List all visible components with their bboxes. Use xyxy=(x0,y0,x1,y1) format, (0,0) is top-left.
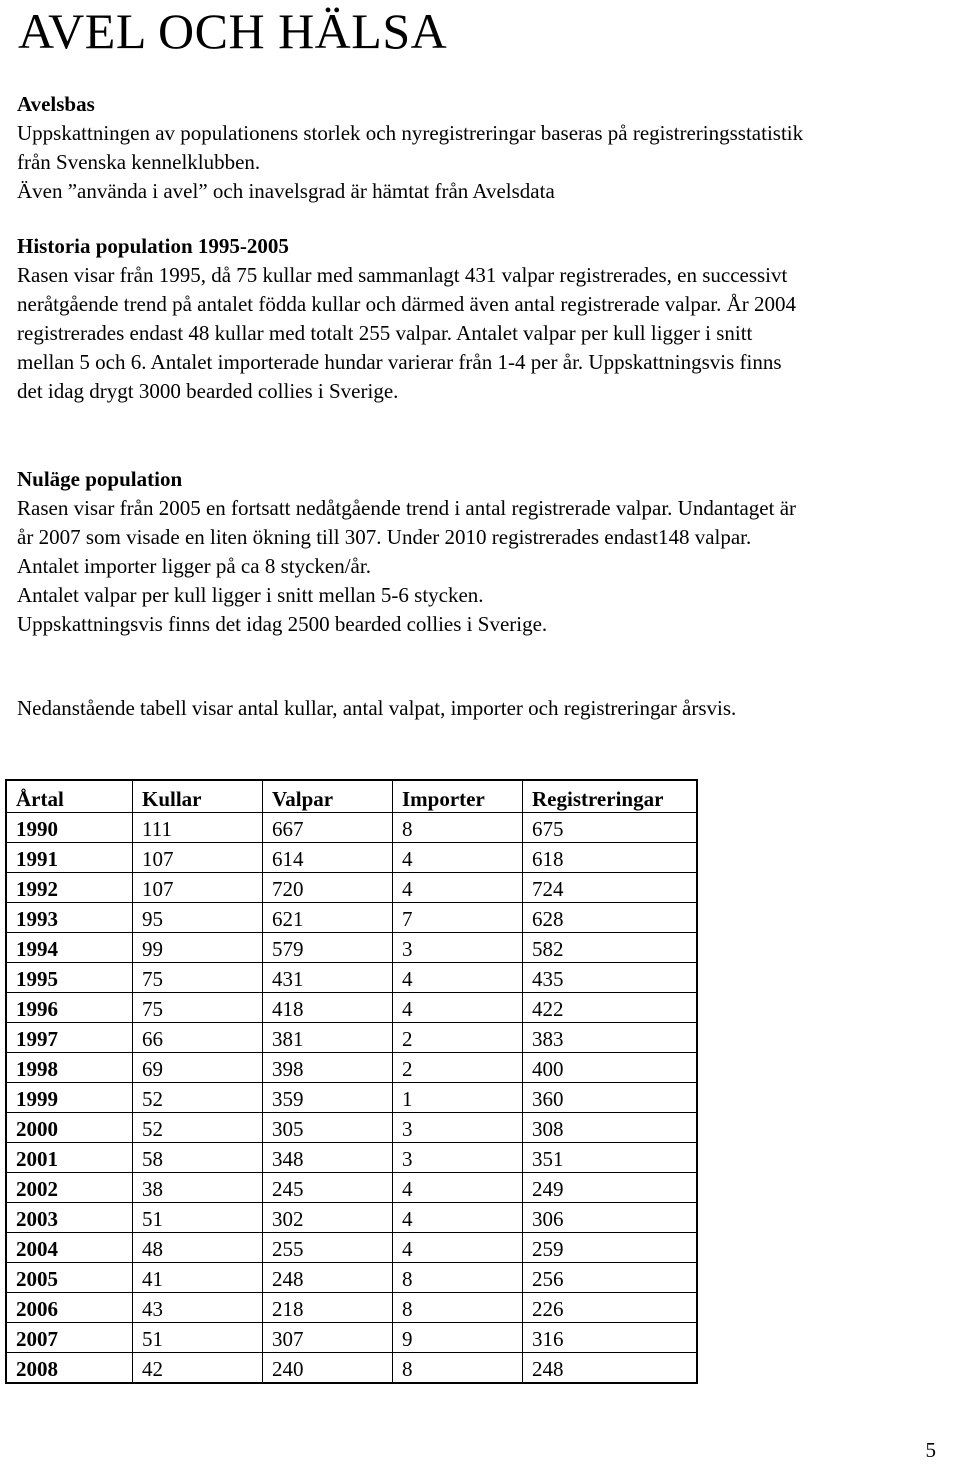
importer-cell: 4 xyxy=(393,993,523,1023)
table-row xyxy=(6,1293,697,1323)
valpar-cell: 579 xyxy=(263,933,393,963)
registreringar-cell: 351 xyxy=(523,1143,698,1173)
valpar-cell: 381 xyxy=(263,1023,393,1053)
nulage-section xyxy=(17,465,957,639)
valpar-cell: 398 xyxy=(263,1053,393,1083)
importer-cell: 4 xyxy=(393,1233,523,1263)
registreringar-cell: 306 xyxy=(523,1203,698,1233)
year-cell: 2006 xyxy=(6,1293,133,1323)
table-row xyxy=(6,903,697,933)
column-header-valpar: Valpar xyxy=(263,780,393,813)
kullar-cell: 43 xyxy=(133,1293,263,1323)
registreringar-cell: 360 xyxy=(523,1083,698,1113)
registreringar-cell: 628 xyxy=(523,903,698,933)
year-cell: 1992 xyxy=(6,873,133,903)
importer-cell: 3 xyxy=(393,933,523,963)
kullar-cell: 42 xyxy=(133,1353,263,1384)
importer-cell: 8 xyxy=(393,813,523,843)
year-cell: 2005 xyxy=(6,1263,133,1293)
nulage-line-5: Uppskattningsvis finns det idag 2500 bearded collies i Sverige. xyxy=(17,612,548,636)
kullar-cell: 99 xyxy=(133,933,263,963)
registreringar-cell: 435 xyxy=(523,963,698,993)
importer-cell: 4 xyxy=(393,963,523,993)
year-cell: 1995 xyxy=(6,963,133,993)
kullar-cell: 75 xyxy=(133,963,263,993)
column-header-importer: Importer xyxy=(393,780,523,813)
nulage-line-2: år 2007 som visade en liten ökning till 307. Under 2010 registrerades endast148 valpar. xyxy=(17,525,752,549)
kullar-cell: 52 xyxy=(133,1083,263,1113)
year-cell: 1990 xyxy=(6,813,133,843)
table-row xyxy=(6,1083,697,1113)
importer-cell: 4 xyxy=(393,873,523,903)
kullar-cell: 75 xyxy=(133,993,263,1023)
kullar-cell: 58 xyxy=(133,1143,263,1173)
valpar-cell: 348 xyxy=(263,1143,393,1173)
valpar-cell: 240 xyxy=(263,1353,393,1384)
table-row xyxy=(6,813,697,843)
registreringar-cell: 618 xyxy=(523,843,698,873)
table-intro: Nedanstående tabell visar antal kullar, antal valpat, importer och registreringar årsvis. xyxy=(17,696,737,720)
avelsbas-heading: Avelsbas xyxy=(17,92,95,116)
registreringar-cell: 226 xyxy=(523,1293,698,1323)
registreringar-cell: 675 xyxy=(523,813,698,843)
nulage-line-1: Rasen visar från 2005 en fortsatt nedåtgående trend i antal registrerade valpar. Undantaget är xyxy=(17,496,797,520)
kullar-cell: 51 xyxy=(133,1323,263,1353)
valpar-cell: 255 xyxy=(263,1233,393,1263)
avelsbas-line-3: Även ”använda i avel” och inavelsgrad är hämtat från Avelsdata xyxy=(17,179,555,203)
table-row xyxy=(6,1173,697,1203)
table-row xyxy=(6,1263,697,1293)
valpar-cell: 307 xyxy=(263,1323,393,1353)
historia-line-3: registrerades endast 48 kullar med totalt 255 valpar. Antalet valpar per kull ligger i snitt xyxy=(17,321,753,345)
importer-cell: 3 xyxy=(393,1143,523,1173)
year-cell: 2002 xyxy=(6,1173,133,1203)
table-row xyxy=(6,933,697,963)
year-cell: 2000 xyxy=(6,1113,133,1143)
nulage-heading: Nuläge population xyxy=(17,467,183,491)
kullar-cell: 66 xyxy=(133,1023,263,1053)
table-row xyxy=(6,963,697,993)
registreringar-cell: 383 xyxy=(523,1023,698,1053)
kullar-cell: 48 xyxy=(133,1233,263,1263)
kullar-cell: 107 xyxy=(133,873,263,903)
year-cell: 1999 xyxy=(6,1083,133,1113)
importer-cell: 2 xyxy=(393,1023,523,1053)
year-cell: 1997 xyxy=(6,1023,133,1053)
year-cell: 1998 xyxy=(6,1053,133,1083)
importer-cell: 3 xyxy=(393,1113,523,1143)
table-header-row xyxy=(6,780,697,813)
registreringar-cell: 248 xyxy=(523,1353,698,1384)
kullar-cell: 41 xyxy=(133,1263,263,1293)
table-row xyxy=(6,1233,697,1263)
nulage-line-3: Antalet importer ligger på ca 8 stycken/år. xyxy=(17,554,371,578)
historia-heading: Historia population 1995-2005 xyxy=(17,234,289,258)
year-cell: 1994 xyxy=(6,933,133,963)
valpar-cell: 431 xyxy=(263,963,393,993)
year-cell: 1996 xyxy=(6,993,133,1023)
kullar-cell: 69 xyxy=(133,1053,263,1083)
importer-cell: 4 xyxy=(393,843,523,873)
registreringar-cell: 724 xyxy=(523,873,698,903)
table-row xyxy=(6,1023,697,1053)
avelsbas-section xyxy=(17,90,957,206)
table-row xyxy=(6,1323,697,1353)
table-row xyxy=(6,843,697,873)
year-cell: 1993 xyxy=(6,903,133,933)
registreringar-cell: 316 xyxy=(523,1323,698,1353)
kullar-cell: 111 xyxy=(133,813,263,843)
table-body xyxy=(6,813,697,1384)
year-cell: 2003 xyxy=(6,1203,133,1233)
historia-section xyxy=(17,232,957,406)
registreringar-cell: 249 xyxy=(523,1173,698,1203)
registreringar-cell: 256 xyxy=(523,1263,698,1293)
year-cell: 2008 xyxy=(6,1353,133,1384)
year-cell: 2007 xyxy=(6,1323,133,1353)
table-row xyxy=(6,1053,697,1083)
registreringar-cell: 259 xyxy=(523,1233,698,1263)
historia-line-2: neråtgående trend på antalet födda kullar och därmed även antal registrerade valpar. År 2004 xyxy=(17,292,796,316)
year-cell: 2001 xyxy=(6,1143,133,1173)
kullar-cell: 52 xyxy=(133,1113,263,1143)
table-row xyxy=(6,993,697,1023)
registreringar-cell: 400 xyxy=(523,1053,698,1083)
importer-cell: 2 xyxy=(393,1053,523,1083)
valpar-cell: 248 xyxy=(263,1263,393,1293)
importer-cell: 8 xyxy=(393,1353,523,1384)
table-row xyxy=(6,1203,697,1233)
page-title: AVEL OCH HÄLSA xyxy=(18,3,448,59)
valpar-cell: 302 xyxy=(263,1203,393,1233)
table-row xyxy=(6,1113,697,1143)
valpar-cell: 720 xyxy=(263,873,393,903)
valpar-cell: 218 xyxy=(263,1293,393,1323)
valpar-cell: 614 xyxy=(263,843,393,873)
column-header-registreringar: Registreringar xyxy=(523,780,698,813)
page-number: 5 xyxy=(925,1438,936,1462)
year-cell: 2004 xyxy=(6,1233,133,1263)
column-header-artal: Årtal xyxy=(6,780,133,813)
column-header-kullar: Kullar xyxy=(133,780,263,813)
importer-cell: 8 xyxy=(393,1263,523,1293)
importer-cell: 8 xyxy=(393,1293,523,1323)
table-row xyxy=(6,1353,697,1384)
kullar-cell: 38 xyxy=(133,1173,263,1203)
valpar-cell: 305 xyxy=(263,1113,393,1143)
importer-cell: 4 xyxy=(393,1173,523,1203)
year-cell: 1991 xyxy=(6,843,133,873)
importer-cell: 9 xyxy=(393,1323,523,1353)
avelsbas-line-1: Uppskattningen av populationens storlek och nyregistreringar baseras på registreringsstatistik xyxy=(17,121,804,145)
historia-line-1: Rasen visar från 1995, då 75 kullar med sammanlagt 431 valpar registrerades, en successivt xyxy=(17,263,788,287)
kullar-cell: 51 xyxy=(133,1203,263,1233)
historia-line-5: det idag drygt 3000 bearded collies i Sverige. xyxy=(17,379,399,403)
table-row xyxy=(6,1143,697,1173)
nulage-line-4: Antalet valpar per kull ligger i snitt mellan 5-6 stycken. xyxy=(17,583,484,607)
registration-table xyxy=(5,779,698,1384)
importer-cell: 4 xyxy=(393,1203,523,1233)
valpar-cell: 667 xyxy=(263,813,393,843)
valpar-cell: 245 xyxy=(263,1173,393,1203)
registreringar-cell: 582 xyxy=(523,933,698,963)
registreringar-cell: 308 xyxy=(523,1113,698,1143)
kullar-cell: 107 xyxy=(133,843,263,873)
valpar-cell: 359 xyxy=(263,1083,393,1113)
table-row xyxy=(6,873,697,903)
registreringar-cell: 422 xyxy=(523,993,698,1023)
importer-cell: 1 xyxy=(393,1083,523,1113)
historia-line-4: mellan 5 och 6. Antalet importerade hundar varierar från 1-4 per år. Uppskattningsvis finns xyxy=(17,350,782,374)
kullar-cell: 95 xyxy=(133,903,263,933)
importer-cell: 7 xyxy=(393,903,523,933)
valpar-cell: 621 xyxy=(263,903,393,933)
valpar-cell: 418 xyxy=(263,993,393,1023)
avelsbas-line-2: från Svenska kennelklubben. xyxy=(17,150,261,174)
